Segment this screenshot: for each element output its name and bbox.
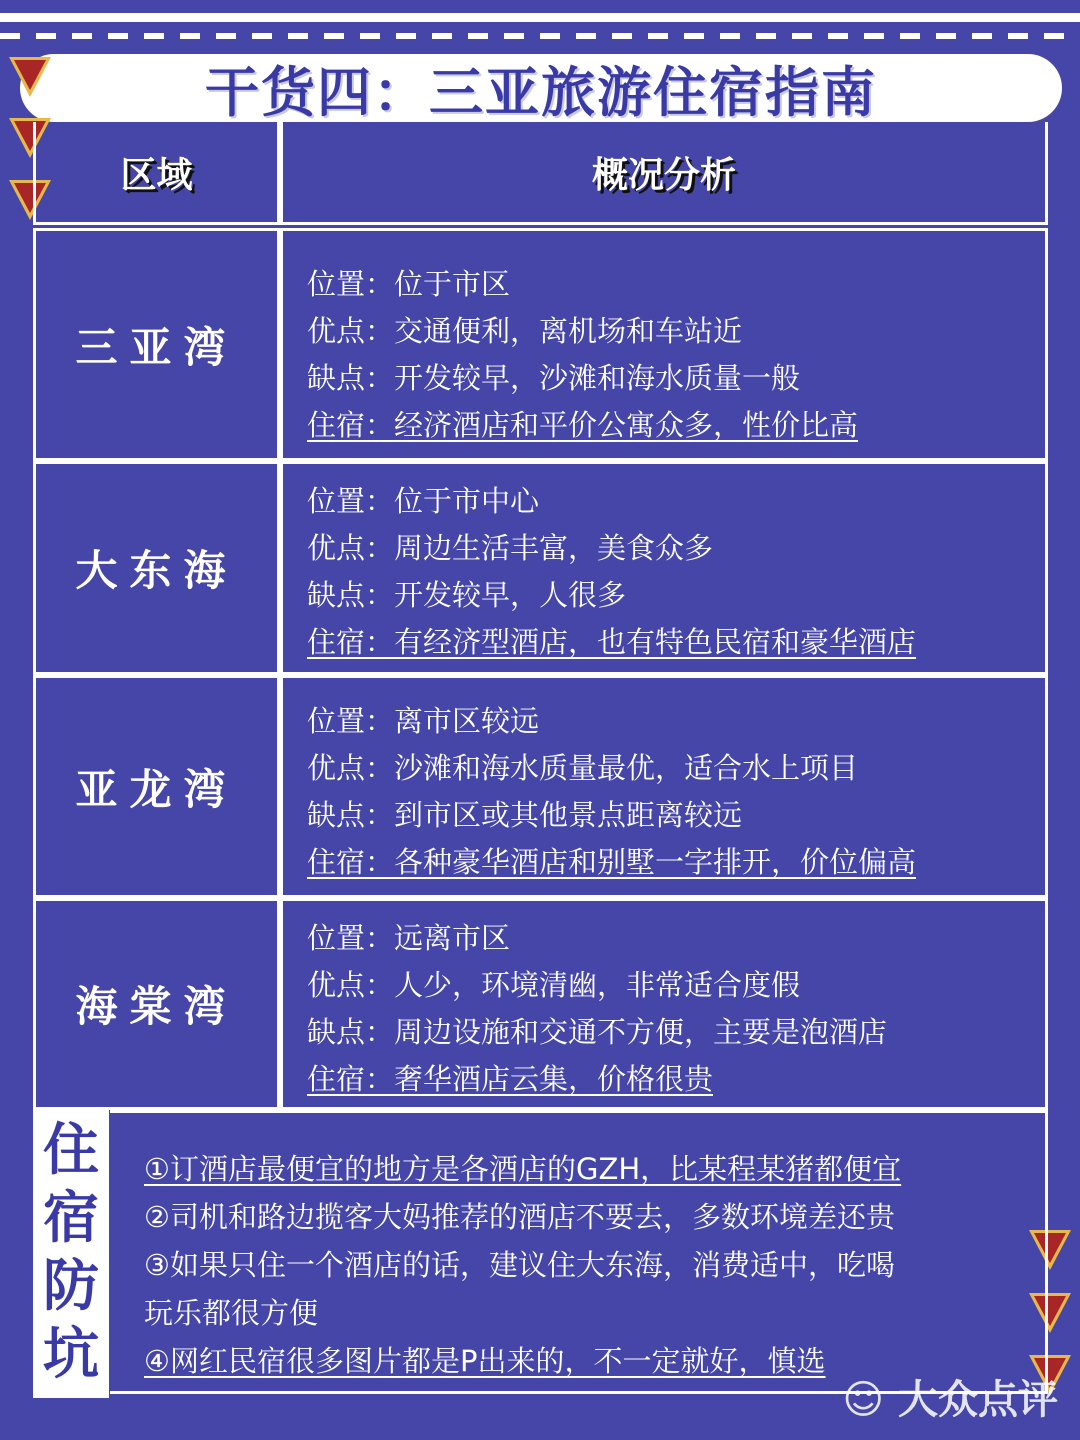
watermark-logo: ☺ 大众点评: [842, 1377, 1058, 1423]
tip-item: 玩乐都很方便: [144, 1296, 319, 1330]
area-cell: 大东海: [33, 461, 280, 675]
pros-line: 优点：沙滩和海水质量最优，适合水上项目: [307, 751, 859, 785]
cons-line: 缺点：到市区或其他景点距离较远: [307, 798, 743, 832]
location-line: 位置：位于市中心: [307, 484, 540, 518]
pros-line: 优点：人少，环境清幽，非常适合度假: [307, 968, 801, 1002]
page-title: 干货四：三亚旅游住宿指南: [205, 60, 877, 124]
tip-item: ③如果只住一个酒店的话，建议住大东海，消费适中，吃喝: [144, 1248, 895, 1282]
cons-line: 缺点：开发较早，沙滩和海水质量一般: [307, 361, 801, 395]
tip-item: ④网红民宿很多图片都是P出来的，不一定就好，慎选: [144, 1344, 826, 1378]
dashed-line: [0, 33, 1080, 39]
watermark-text: 大众点评: [898, 1377, 1058, 1423]
pros-line: 优点：交通便利，离机场和车站近: [307, 314, 743, 348]
area-cell: 亚龙湾: [33, 675, 280, 898]
location-line: 位置：位于市区: [307, 267, 511, 301]
header-area: 区域: [33, 122, 280, 225]
lodging-line: 住宿：有经济型酒店，也有特色民宿和豪华酒店: [307, 625, 917, 659]
tips-box: [110, 1110, 1048, 1394]
cons-line: 缺点：周边设施和交通不方便，主要是泡酒店: [307, 1015, 888, 1049]
area-cell: 三亚湾: [33, 228, 280, 461]
tips-label-char: 防: [43, 1254, 99, 1319]
title-banner: [20, 54, 1062, 122]
tips-label: [33, 1108, 109, 1398]
tips-label-char: 住: [43, 1118, 99, 1183]
info-cell: [280, 461, 1048, 675]
tips-label-char: 坑: [43, 1322, 99, 1387]
pros-line: 优点：周边生活丰富，美食众多: [307, 531, 714, 565]
triangle-icon: [9, 57, 51, 97]
location-line: 位置：远离市区: [307, 921, 511, 955]
tip-item: ②司机和路边揽客大妈推荐的酒店不要去，多数环境差还贵: [144, 1200, 895, 1234]
tips-label-char: 宿: [43, 1186, 99, 1251]
header-analysis: 概况分析: [280, 122, 1048, 225]
info-cell: [280, 675, 1048, 898]
top-stripe: [0, 13, 1080, 22]
lodging-line: 住宿：各种豪华酒店和别墅一字排开，价位偏高: [307, 845, 917, 879]
info-cell: [280, 898, 1048, 1110]
tip-item: ①订酒店最便宜的地方是各酒店的GZH，比某程某猪都便宜: [144, 1152, 902, 1186]
location-line: 位置：离市区较远: [307, 704, 540, 738]
cons-line: 缺点：开发较早，人很多: [307, 578, 627, 612]
area-cell: 海棠湾: [33, 898, 280, 1110]
lodging-line: 住宿：奢华酒店云集，价格很贵: [307, 1062, 714, 1096]
lodging-line: 住宿：经济酒店和平价公寓众多，性价比高: [307, 408, 859, 442]
info-cell: [280, 228, 1048, 461]
